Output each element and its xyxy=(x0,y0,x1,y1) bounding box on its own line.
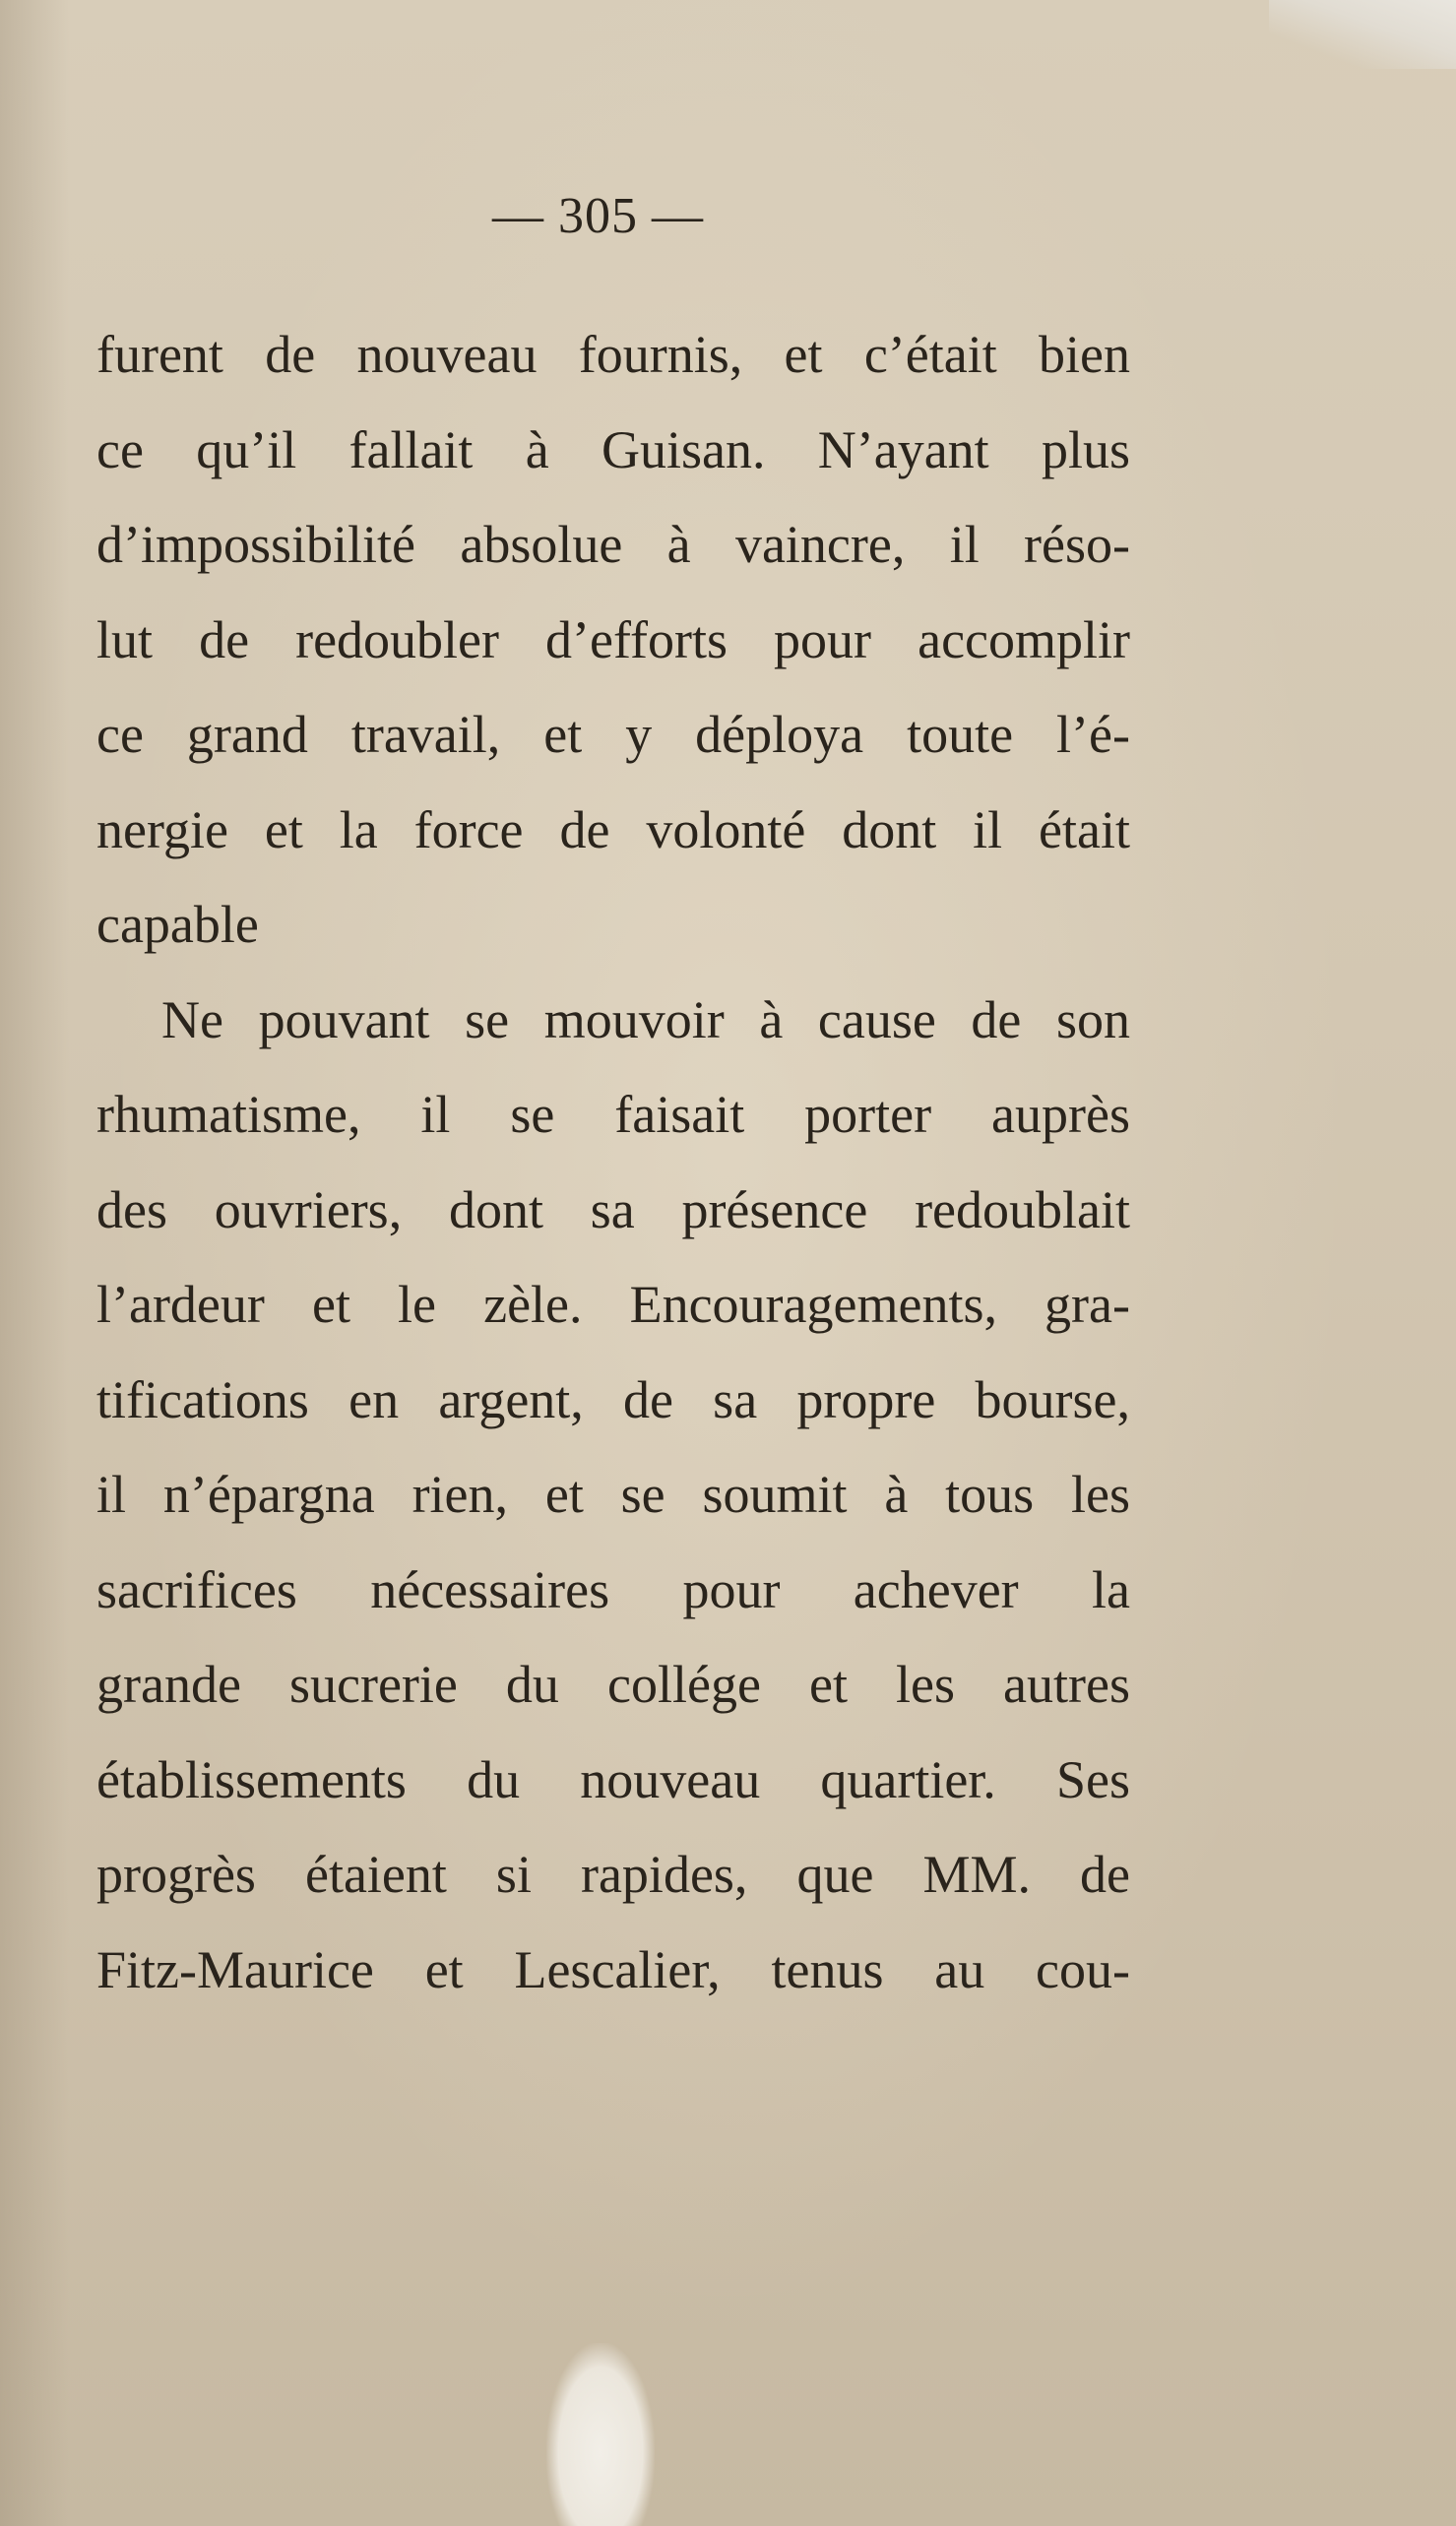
text-line: sacrifices nécessaires pour achever la xyxy=(96,1559,1130,1619)
text-line: il n’épargna rien, et se soumit à tous les xyxy=(96,1465,1130,1524)
page-shadow xyxy=(0,0,69,2526)
text-line: progrès étaient si rapides, que MM. de xyxy=(96,1845,1130,1904)
text-line: l’ardeur et le zèle. Encouragements, gra- xyxy=(96,1275,1130,1334)
text-line: d’impossibilité absolue à vaincre, il réso- xyxy=(96,515,1130,574)
text-line: établissements du nouveau quartier. Ses xyxy=(96,1749,1130,1809)
text-line: Ne pouvant se mouvoir à cause de son xyxy=(161,989,1130,1049)
text-line: ce grand travail, et y déploya toute l’é- xyxy=(96,705,1130,764)
text-line: furent de nouveau fournis, et c’était bien xyxy=(96,325,1130,384)
body-text xyxy=(96,307,1130,2017)
torn-corner xyxy=(1269,0,1456,69)
text-line: rhumatisme, il se faisait porter auprès xyxy=(96,1085,1130,1144)
paper-damage xyxy=(546,2343,655,2526)
text-line: tifications en argent, de sa propre bourse, xyxy=(96,1369,1130,1429)
text-line: grande sucrerie du collége et les autres xyxy=(96,1655,1130,1714)
page-number: — 305 — xyxy=(492,188,704,244)
text-line: Fitz-Maurice et Lescalier, tenus au cou- xyxy=(96,1939,1130,1999)
text-line: nergie et la force de volonté dont il était xyxy=(96,799,1130,859)
text-line: capable xyxy=(96,895,259,954)
text-line: des ouvriers, dont sa présence redoublait xyxy=(96,1179,1130,1239)
text-line: ce qu’il fallait à Guisan. N’ayant plus xyxy=(96,419,1130,479)
text-line: lut de redoubler d’efforts pour accomplir xyxy=(96,609,1130,669)
